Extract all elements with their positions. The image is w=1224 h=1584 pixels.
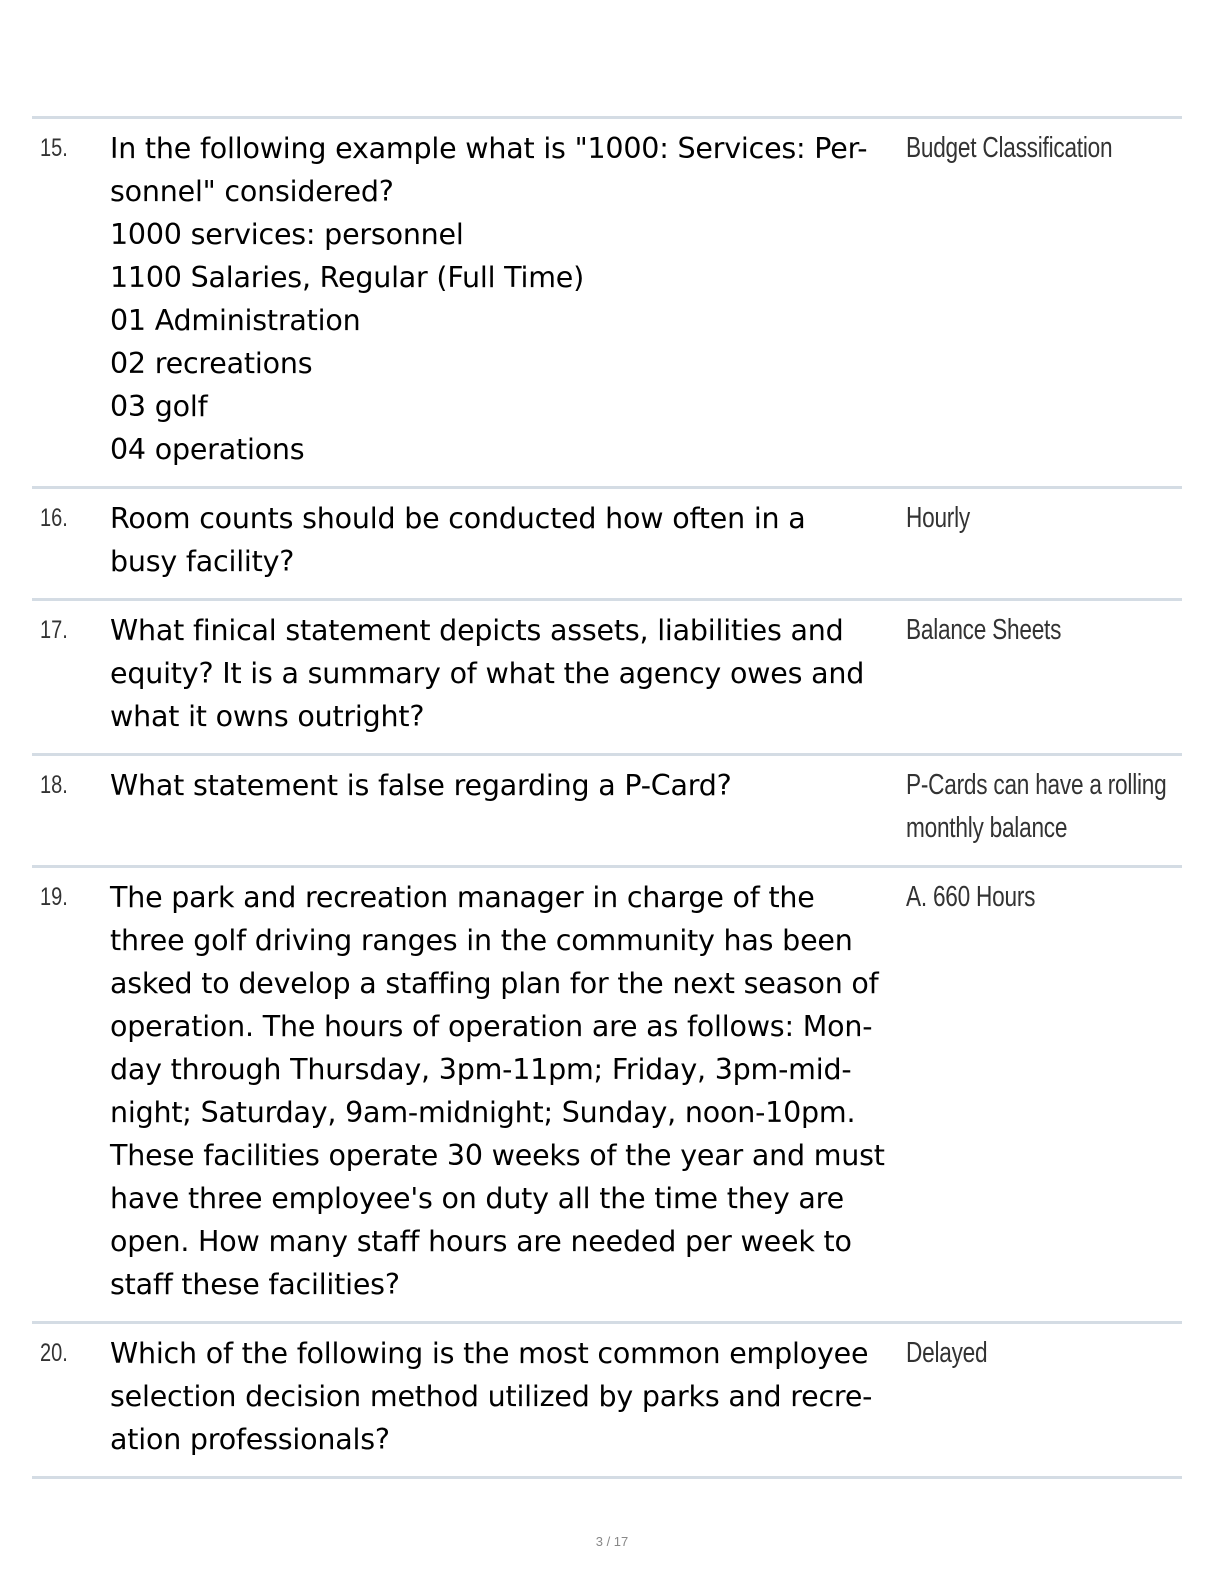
card-term — [110, 609, 906, 738]
card-definition — [906, 497, 1182, 540]
term-line: Room counts should be conducted how often in a — [110, 502, 806, 535]
card-definition — [906, 764, 1224, 850]
definition-line: A. 660 Hours — [906, 881, 1036, 913]
term-line: ation professionals? — [110, 1423, 390, 1456]
card-number: 15. — [40, 134, 68, 162]
card-number: 17. — [40, 616, 68, 644]
term-line: 02 recreations — [110, 347, 313, 380]
flashcard-row — [32, 1324, 1182, 1479]
term-line: asked to develop a staffing plan for the next season of — [110, 967, 879, 1000]
card-term — [110, 876, 906, 1306]
term-line: These facilities operate 30 weeks of the year and must — [110, 1139, 885, 1172]
term-line: equity? It is a summary of what the agency owes and — [110, 657, 865, 690]
term-line: In the following example what is "1000: Services: Per- — [110, 132, 868, 165]
term-line: 1000 services: personnel — [110, 218, 464, 251]
card-definition — [906, 876, 1182, 919]
term-line: busy facility? — [110, 545, 295, 578]
card-definition — [906, 127, 1182, 170]
flashcard-row — [32, 868, 1182, 1324]
flashcard-row — [32, 601, 1182, 756]
term-line: three golf driving ranges in the community has been — [110, 924, 853, 957]
term-line: operation. The hours of operation are as follows: Mon- — [110, 1010, 873, 1043]
card-term — [110, 497, 906, 583]
term-line: selection decision method utilized by parks and recre- — [110, 1380, 873, 1413]
card-number: 19. — [40, 883, 68, 911]
page-number: 3 / 17 — [595, 1534, 629, 1549]
card-definition — [906, 609, 1182, 652]
flashcard-row — [32, 119, 1182, 489]
term-line: 03 golf — [110, 390, 208, 423]
term-line: have three employee's on duty all the time they are — [110, 1182, 844, 1215]
term-line: 01 Administration — [110, 304, 361, 337]
term-line: The park and recreation manager in charge of the — [110, 881, 815, 914]
flashcard-row — [32, 489, 1182, 601]
term-line: what it owns outright? — [110, 700, 425, 733]
card-number: 20. — [40, 1339, 68, 1367]
definition-line: monthly balance — [906, 812, 1068, 844]
card-number: 18. — [40, 771, 68, 799]
definition-line: Budget Classification — [906, 132, 1113, 164]
flashcard-list — [32, 116, 1182, 1479]
term-line: Which of the following is the most common employee — [110, 1337, 869, 1370]
term-line: open. How many staff hours are needed per week to — [110, 1225, 852, 1258]
term-line: What finical statement depicts assets, liabilities and — [110, 614, 844, 647]
flashcard-row — [32, 756, 1182, 868]
definition-line: Delayed — [906, 1337, 988, 1369]
term-line: staff these facilities? — [110, 1268, 400, 1301]
term-line: day through Thursday, 3pm-11pm; Friday, 3pm-mid- — [110, 1053, 852, 1086]
card-term — [110, 764, 906, 807]
definition-line: Hourly — [906, 502, 970, 534]
card-term — [110, 1332, 906, 1461]
term-line: night; Saturday, 9am-midnight; Sunday, noon-10pm. — [110, 1096, 856, 1129]
card-number: 16. — [40, 504, 68, 532]
term-line: What statement is false regarding a P-Card? — [110, 769, 732, 802]
term-line: 04 operations — [110, 433, 305, 466]
term-line: 1100 Salaries, Regular (Full Time) — [110, 261, 585, 294]
definition-line: P-Cards can have a rolling — [906, 769, 1167, 801]
term-line: sonnel" considered? — [110, 175, 394, 208]
card-term — [110, 127, 906, 471]
definition-line: Balance Sheets — [906, 614, 1062, 646]
card-definition — [906, 1332, 1182, 1375]
